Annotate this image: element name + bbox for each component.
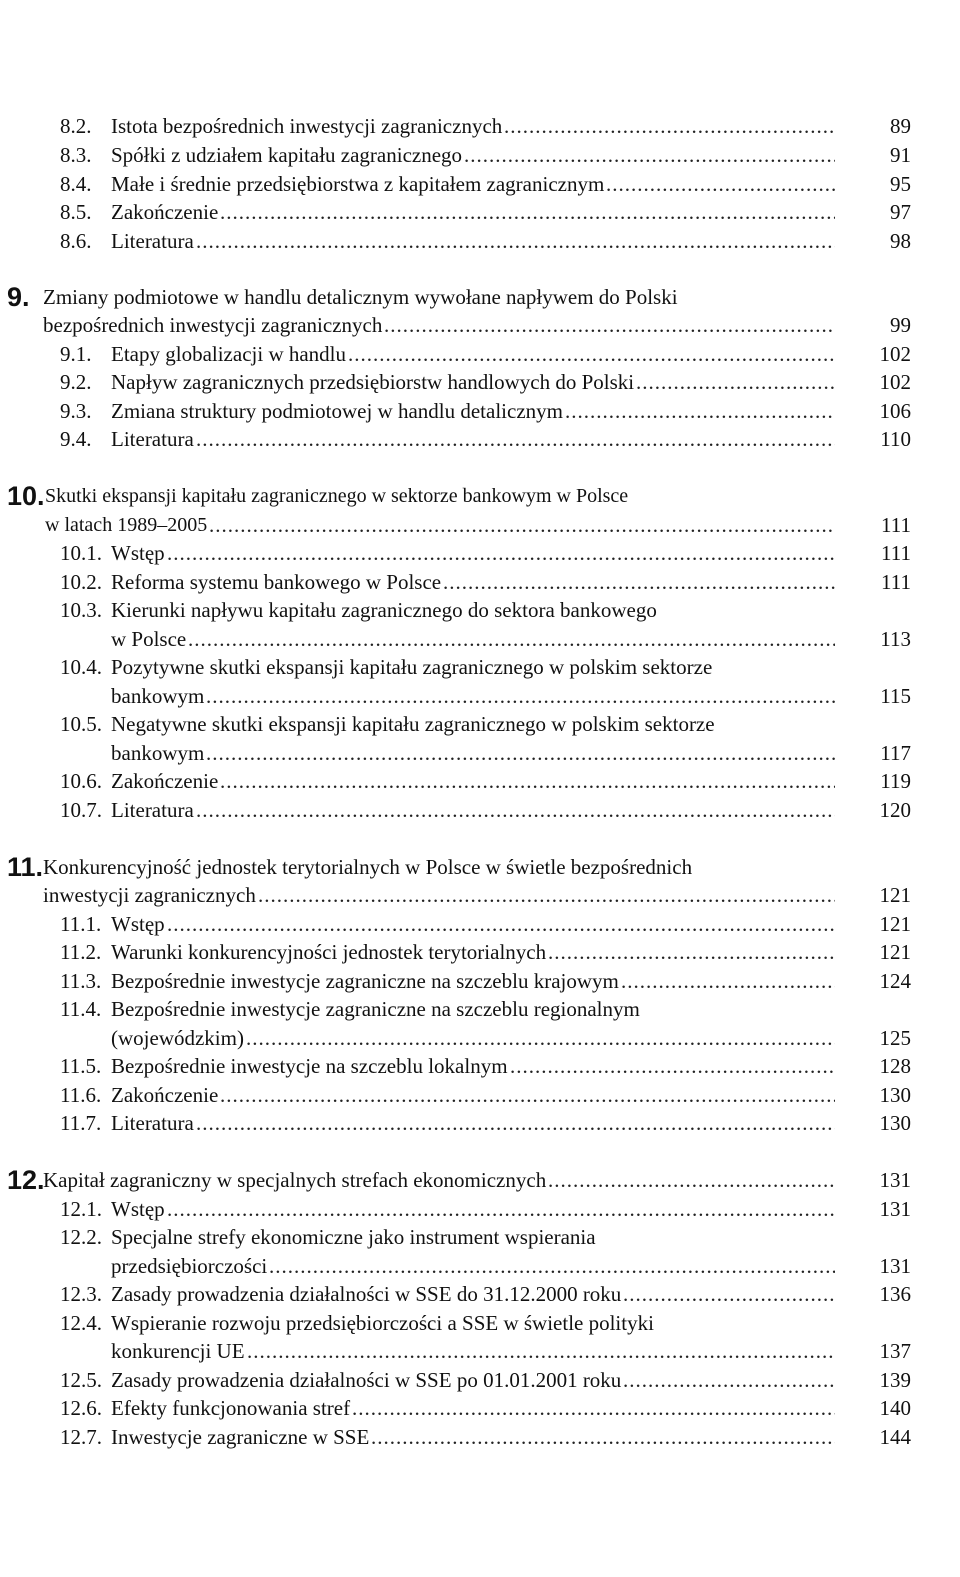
- entry-title: Literatura: [111, 229, 194, 253]
- toc-entry-11-6[interactable]: [60, 1080, 911, 1110]
- entry-number: 12.2.: [60, 1225, 102, 1249]
- toc-entry-12-6[interactable]: [60, 1393, 911, 1423]
- entry-number: 12.5.: [60, 1368, 102, 1392]
- chapter-title: Kapitał zagraniczny w specjalnych strefach ekonomicznych: [43, 1168, 547, 1192]
- dot-leader: [167, 1194, 835, 1224]
- dot-leader: [464, 140, 835, 170]
- entry-page-number: 111: [881, 513, 911, 537]
- dot-leader: [565, 396, 835, 426]
- dot-leader: [196, 795, 835, 825]
- entry-number: 12.7.: [60, 1425, 102, 1449]
- entry-page-number: 111: [881, 570, 911, 594]
- entry-number: 8.3.: [60, 143, 92, 167]
- entry-title-continued: bankowym: [111, 684, 205, 708]
- entry-page-number: 130: [879, 1111, 911, 1135]
- entry-page-number: 106: [879, 399, 911, 423]
- entry-title: Literatura: [111, 427, 194, 451]
- dot-leader: [504, 111, 835, 141]
- toc-entry-12-2-cont[interactable]: [111, 1251, 911, 1281]
- dot-leader: [636, 367, 835, 397]
- dot-leader: [510, 1051, 835, 1081]
- entry-page-number: 131: [879, 1197, 911, 1221]
- entry-title: Efekty funkcjonowania stref: [111, 1396, 351, 1420]
- entry-number: 8.6.: [60, 229, 92, 253]
- entry-page-number: 121: [879, 883, 911, 907]
- entry-title: Warunki konkurencyjności jednostek terytorialnych: [111, 940, 547, 964]
- dot-leader: [548, 937, 835, 967]
- entry-number: 12.3.: [60, 1282, 102, 1306]
- chapter-number: 11.: [7, 852, 44, 882]
- entry-number: 10.6.: [60, 769, 102, 793]
- dot-leader: [247, 1336, 835, 1366]
- toc-entry-10-4[interactable]: [60, 652, 911, 682]
- toc-entry-12-4-cont[interactable]: [111, 1336, 911, 1366]
- entry-title: Spółki z udziałem kapitału zagranicznego: [111, 143, 463, 167]
- entry-title: Zasady prowadzenia działalności w SSE po 01.01.2001 roku: [111, 1368, 622, 1392]
- entry-number: 10.4.: [60, 655, 102, 679]
- entry-number: 8.4.: [60, 172, 92, 196]
- entry-page-number: 124: [879, 969, 911, 993]
- entry-number: 9.4.: [60, 427, 92, 451]
- toc-entry-12-4[interactable]: [60, 1308, 911, 1338]
- entry-title: Pozytywne skutki ekspansji kapitału zagranicznego w polskim sektorze: [111, 655, 713, 679]
- entry-page-number: 128: [879, 1054, 911, 1078]
- toc-entry-10-4-cont[interactable]: [111, 681, 911, 711]
- entry-title: Małe i średnie przedsiębiorstwa z kapitałem zagranicznym: [111, 172, 605, 196]
- dot-leader: [623, 1279, 835, 1309]
- entry-number: 11.3.: [60, 969, 102, 993]
- entry-title: Etapy globalizacji w handlu: [111, 342, 347, 366]
- toc-entry-12-7[interactable]: [60, 1422, 911, 1452]
- entry-page-number: 140: [879, 1396, 911, 1420]
- dot-leader: [348, 339, 835, 369]
- entry-number: 11.4.: [60, 997, 102, 1021]
- entry-page-number: 136: [879, 1282, 911, 1306]
- dot-leader: [371, 1422, 835, 1452]
- entry-title: Napływ zagranicznych przedsiębiorstw handlowych do Polski: [111, 370, 635, 394]
- dot-leader: [548, 1165, 835, 1195]
- entry-page-number: 130: [879, 1083, 911, 1107]
- entry-number: 12.4.: [60, 1311, 102, 1335]
- entry-number: 10.1.: [60, 541, 102, 565]
- entry-number: 10.3.: [60, 598, 102, 622]
- entry-title: Wstęp: [111, 1197, 165, 1221]
- entry-page-number: 137: [879, 1339, 911, 1363]
- toc-entry-10-3[interactable]: [60, 595, 911, 625]
- entry-page-number: 121: [879, 940, 911, 964]
- entry-title-continued: bankowym: [111, 741, 205, 765]
- entry-title-continued: w Polsce: [111, 627, 187, 651]
- toc-entry-11-1[interactable]: [60, 909, 911, 939]
- toc-entry-11-3[interactable]: [60, 966, 911, 996]
- dot-leader: [206, 738, 835, 768]
- entry-number: 10.5.: [60, 712, 102, 736]
- toc-entry-9-3[interactable]: [60, 396, 911, 426]
- entry-title: Wstęp: [111, 541, 165, 565]
- entry-title: Wstęp: [111, 912, 165, 936]
- entry-page-number: 99: [890, 313, 911, 337]
- toc-entry-11-7[interactable]: [60, 1108, 911, 1138]
- dot-leader: [209, 510, 835, 540]
- dot-leader: [384, 310, 835, 340]
- entry-page-number: 120: [879, 798, 911, 822]
- chapter-title: Konkurencyjność jednostek terytorialnych w Polsce w świetle bezpośrednich: [43, 855, 693, 879]
- dot-leader: [443, 567, 835, 597]
- toc-entry-10-6[interactable]: [60, 766, 911, 796]
- entry-page-number: 97: [890, 200, 911, 224]
- entry-title-continued: (wojewódzkim): [111, 1026, 244, 1050]
- toc-entry-12-2[interactable]: [60, 1222, 911, 1252]
- entry-page-number: 117: [880, 741, 911, 765]
- dot-leader: [623, 1365, 835, 1395]
- entry-page-number: 139: [879, 1368, 911, 1392]
- entry-title-continued: przedsiębiorczości: [111, 1254, 268, 1278]
- entry-title: Inwestycje zagraniczne w SSE: [111, 1425, 370, 1449]
- dot-leader: [621, 966, 835, 996]
- dot-leader: [606, 169, 835, 199]
- toc-entry-12-3[interactable]: [60, 1279, 911, 1309]
- entry-title: Zasady prowadzenia działalności w SSE do 31.12.2000 roku: [111, 1282, 622, 1306]
- entry-page-number: 119: [880, 769, 911, 793]
- entry-number: 9.1.: [60, 342, 92, 366]
- dot-leader: [220, 197, 835, 227]
- chapter-number: 9.: [7, 282, 30, 312]
- toc-entry-11-5[interactable]: [60, 1051, 911, 1081]
- entry-number: 8.2.: [60, 114, 92, 138]
- dot-leader: [167, 909, 835, 939]
- entry-number: 12.6.: [60, 1396, 102, 1420]
- toc-entry-8-3[interactable]: [60, 140, 911, 170]
- toc-entry-8-2[interactable]: [60, 111, 911, 141]
- entry-page-number: 131: [879, 1168, 911, 1192]
- toc-entry-11-4[interactable]: [60, 994, 911, 1024]
- chapter-title: Skutki ekspansji kapitału zagranicznego w sektorze bankowym w Polsce: [45, 485, 629, 507]
- entry-title: Zakończenie: [111, 769, 219, 793]
- toc-entry-11-2[interactable]: [60, 937, 911, 967]
- toc-entry-9-2[interactable]: [60, 367, 911, 397]
- entry-page-number: 131: [879, 1254, 911, 1278]
- entry-title: Bezpośrednie inwestycje zagraniczne na szczeblu regionalnym: [111, 997, 640, 1021]
- entry-title: Bezpośrednie inwestycje na szczeblu lokalnym: [111, 1054, 508, 1078]
- toc-entry-11-4-cont[interactable]: [111, 1023, 911, 1053]
- toc-entry-9-1[interactable]: [60, 339, 911, 369]
- entry-title: Zmiana struktury podmiotowej w handlu detalicznym: [111, 399, 563, 423]
- dot-leader: [246, 1023, 835, 1053]
- dot-leader: [220, 766, 835, 796]
- toc-chapter-11-cont[interactable]: [0, 880, 911, 910]
- toc-chapter-12[interactable]: [0, 1165, 911, 1195]
- toc-entry-10-2[interactable]: [60, 567, 911, 597]
- entry-page-number: 95: [890, 172, 911, 196]
- entry-title: Negatywne skutki ekspansji kapitału zagranicznego w polskim sektorze: [111, 712, 715, 736]
- chapter-title-continued: inwestycji zagranicznych: [43, 883, 256, 907]
- entry-page-number: 115: [880, 684, 911, 708]
- entry-title: Kierunki napływu kapitału zagranicznego do sektora bankowego: [111, 598, 657, 622]
- entry-page-number: 111: [881, 541, 911, 565]
- toc-chapter-10[interactable]: [0, 481, 911, 511]
- entry-title: Wspieranie rozwoju przedsiębiorczości a SSE w świetle polityki: [111, 1311, 654, 1335]
- dot-leader: [258, 880, 835, 910]
- entry-title-continued: konkurencji UE: [111, 1339, 245, 1363]
- toc-entry-8-6[interactable]: [60, 226, 911, 256]
- entry-title: Specjalne strefy ekonomiczne jako instrument wspierania: [111, 1225, 596, 1249]
- toc-entry-12-5[interactable]: [60, 1365, 911, 1395]
- toc-entry-8-5[interactable]: [60, 197, 911, 227]
- toc-entry-10-5-cont[interactable]: [111, 738, 911, 768]
- entry-number: 11.1.: [60, 912, 102, 936]
- dot-leader: [167, 538, 835, 568]
- entry-page-number: 110: [880, 427, 911, 451]
- entry-number: 11.5.: [60, 1054, 102, 1078]
- entry-number: 8.5.: [60, 200, 92, 224]
- toc-chapter-11[interactable]: [0, 852, 911, 882]
- entry-page-number: 125: [879, 1026, 911, 1050]
- entry-number: 10.2.: [60, 570, 102, 594]
- entry-title: Bezpośrednie inwestycje zagraniczne na szczeblu krajowym: [111, 969, 619, 993]
- toc-entry-9-4[interactable]: [60, 424, 911, 454]
- toc-entry-10-5[interactable]: [60, 709, 911, 739]
- dot-leader: [188, 624, 835, 654]
- chapter-number: 10.: [7, 481, 45, 511]
- entry-number: 11.7.: [60, 1111, 102, 1135]
- entry-number: 9.2.: [60, 370, 92, 394]
- toc-entry-8-4[interactable]: [60, 169, 911, 199]
- entry-page-number: 91: [890, 143, 911, 167]
- entry-page-number: 102: [879, 370, 911, 394]
- chapter-number: 12.: [7, 1165, 45, 1195]
- entry-title: Zakończenie: [111, 200, 219, 224]
- toc-entry-10-7[interactable]: [60, 795, 911, 825]
- toc-chapter-10-cont[interactable]: [0, 510, 911, 540]
- dot-leader: [269, 1251, 835, 1281]
- toc-entry-10-1[interactable]: [60, 538, 911, 568]
- entry-number: 9.3.: [60, 399, 92, 423]
- entry-page-number: 98: [890, 229, 911, 253]
- entry-title: Literatura: [111, 1111, 194, 1135]
- dot-leader: [196, 424, 835, 454]
- entry-page-number: 121: [879, 912, 911, 936]
- toc-entry-10-3-cont[interactable]: [111, 624, 911, 654]
- entry-page-number: 102: [879, 342, 911, 366]
- dot-leader: [206, 681, 835, 711]
- entry-number: 11.6.: [60, 1083, 102, 1107]
- entry-title: Literatura: [111, 798, 194, 822]
- entry-page-number: 144: [879, 1425, 911, 1449]
- entry-title: Zakończenie: [111, 1083, 219, 1107]
- entry-page-number: 113: [880, 627, 911, 651]
- entry-number: 12.1.: [60, 1197, 102, 1221]
- entry-number: 11.2.: [60, 940, 102, 964]
- entry-title: Istota bezpośrednich inwestycji zagranicznych: [111, 114, 503, 138]
- toc-chapter-9-cont[interactable]: [0, 310, 911, 340]
- toc-chapter-9[interactable]: [0, 282, 911, 312]
- chapter-title-continued: bezpośrednich inwestycji zagranicznych: [43, 313, 383, 337]
- chapter-title-continued: w latach 1989–2005: [45, 514, 208, 536]
- entry-number: 10.7.: [60, 798, 102, 822]
- dot-leader: [352, 1393, 835, 1423]
- entry-page-number: 89: [890, 114, 911, 138]
- dot-leader: [196, 1108, 835, 1138]
- toc-entry-12-1[interactable]: [60, 1194, 911, 1224]
- dot-leader: [220, 1080, 835, 1110]
- dot-leader: [196, 226, 835, 256]
- chapter-title: Zmiany podmiotowe w handlu detalicznym wywołane napływem do Polski: [43, 285, 678, 309]
- entry-title: Reforma systemu bankowego w Polsce: [111, 570, 442, 594]
